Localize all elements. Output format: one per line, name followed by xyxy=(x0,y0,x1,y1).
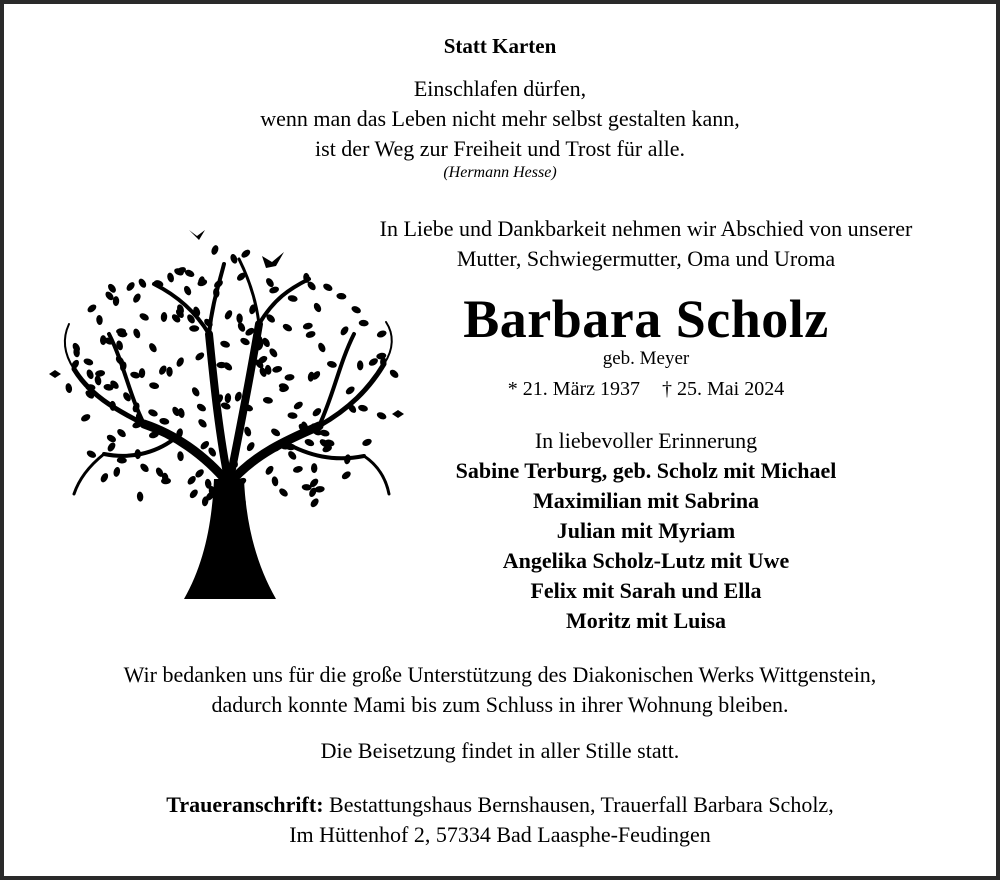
leaf-icon xyxy=(311,406,323,417)
leaf-icon xyxy=(100,335,106,345)
leaf-icon xyxy=(94,375,102,386)
leaf-icon xyxy=(125,281,136,293)
leaf-icon xyxy=(210,244,220,256)
poem-author: (Hermann Hesse) xyxy=(443,164,557,181)
leaf-icon xyxy=(309,497,320,509)
leaf-icon xyxy=(239,336,251,346)
leaf-icon xyxy=(287,294,298,302)
leaf-icon xyxy=(357,404,368,413)
leaf-icon xyxy=(83,357,95,366)
leaf-icon xyxy=(281,322,293,333)
leaf-icon xyxy=(287,412,298,420)
maiden-name: geb. Meyer xyxy=(602,348,690,369)
leaf-icon xyxy=(245,441,256,453)
leaf-icon xyxy=(195,402,207,413)
leaf-icon xyxy=(166,367,173,377)
leaf-icon xyxy=(161,312,168,322)
leaf-icon xyxy=(80,413,92,423)
leaf-icon xyxy=(99,472,110,484)
leaf-icon xyxy=(138,312,150,322)
mourner: Moritz mit Luisa xyxy=(565,608,727,633)
leaf-icon xyxy=(139,462,151,474)
poem-line: wenn man das Leben nicht mehr selbst gestalten kann, xyxy=(260,106,740,131)
leaf-icon xyxy=(229,253,238,265)
leaf-icon xyxy=(271,476,279,487)
leaf-icon xyxy=(166,272,175,283)
leaf-icon xyxy=(272,365,283,374)
leaf-icon xyxy=(190,386,201,398)
poem-line: Einschlafen dürfen, xyxy=(413,76,587,101)
burial-note: Die Beisetzung findet in aller Stille statt. xyxy=(320,738,680,763)
leaf-icon xyxy=(147,408,159,418)
leaf-icon xyxy=(132,292,143,304)
leaf-icon xyxy=(113,296,120,306)
leaf-icon xyxy=(137,277,148,289)
leaf-icon xyxy=(194,351,206,362)
mourner: Felix mit Sarah und Ella xyxy=(530,578,762,603)
leaf-icon xyxy=(132,328,142,340)
birth-date: * 21. März 1937 xyxy=(507,378,640,400)
leaf-icon xyxy=(85,368,95,380)
leaf-icon xyxy=(175,356,185,368)
intro-text xyxy=(322,214,970,274)
leaf-icon xyxy=(304,438,316,448)
leaf-icon xyxy=(376,411,388,421)
address-label: Traueranschrift: xyxy=(166,792,324,817)
mourner: Sabine Terburg, geb. Scholz mit Michael xyxy=(455,458,837,483)
leaf-icon xyxy=(284,374,295,381)
leaf-icon xyxy=(116,427,128,438)
address-line-1 xyxy=(4,790,996,820)
leaf-icon xyxy=(311,463,317,473)
leaf-icon xyxy=(236,321,246,333)
leaf-icon xyxy=(86,303,98,314)
mourner: Maximilian mit Sabrina xyxy=(532,488,760,513)
deceased-name: Barbara Scholz xyxy=(463,289,829,349)
leaf-icon xyxy=(65,383,73,394)
mourner: Angelika Scholz-Lutz mit Uwe xyxy=(502,548,790,573)
thanks-line: dadurch konnte Mami bis zum Schluss in ihrer Wohnung bleiben. xyxy=(211,692,789,717)
address-text-1: Bestattungshaus Bernshausen, Trauerfall Barbara Scholz, xyxy=(329,792,834,817)
leaf-icon xyxy=(71,342,81,354)
leaf-icon xyxy=(197,418,209,430)
poem-line: ist der Weg zur Freiheit und Trost für alle. xyxy=(315,136,685,161)
leaf-icon xyxy=(220,401,232,410)
life-dates xyxy=(322,378,970,401)
leaf-icon xyxy=(302,322,313,330)
leaf-icon xyxy=(286,450,297,462)
leaf-icon xyxy=(219,340,230,349)
leaf-icon xyxy=(136,491,143,502)
leaf-icon xyxy=(270,427,282,438)
leaf-icon xyxy=(264,277,275,289)
poem xyxy=(4,74,996,164)
mourners-list xyxy=(322,456,970,636)
thanks-text xyxy=(4,660,996,720)
heading: Statt Karten xyxy=(443,34,557,58)
address-line-2: Im Hüttenhof 2, 57334 Bad Laasphe-Feudingen xyxy=(289,822,711,847)
leaf-icon xyxy=(189,325,199,331)
leaf-icon xyxy=(236,313,243,323)
leaf-icon xyxy=(292,400,304,411)
leaf-icon xyxy=(262,396,273,404)
leaf-icon xyxy=(307,371,315,382)
death-date: † 25. Mai 2024 xyxy=(661,378,785,400)
leaf-icon xyxy=(207,446,218,458)
leaf-icon xyxy=(147,342,158,354)
leaf-icon xyxy=(292,465,303,474)
mourner: Julian mit Myriam xyxy=(556,518,736,543)
leaf-icon xyxy=(105,433,117,444)
leaf-icon xyxy=(224,393,231,404)
mourning-address xyxy=(4,790,996,850)
thanks-line: Wir bedanken uns für die große Unterstützung des Diakonischen Werks Wittgenstein, xyxy=(123,662,877,687)
leaf-icon xyxy=(159,417,170,425)
leaf-icon xyxy=(268,285,279,294)
leaf-icon xyxy=(240,248,252,259)
memory-line: In liebevoller Erinnerung xyxy=(534,428,758,453)
leaf-icon xyxy=(113,466,121,477)
leaf-icon xyxy=(85,449,97,459)
leaf-icon xyxy=(223,309,234,321)
leaf-icon xyxy=(96,315,103,326)
leaf-icon xyxy=(188,488,199,500)
leaf-icon xyxy=(106,441,117,453)
intro-line: In Liebe und Dankbarkeit nehmen wir Abschied von unserer xyxy=(379,216,913,241)
intro-line: Mutter, Schwiegermutter, Oma und Uroma xyxy=(456,246,836,271)
leaf-icon xyxy=(183,285,193,297)
leaf-icon xyxy=(268,347,279,359)
leaf-icon xyxy=(177,451,185,462)
leaf-icon xyxy=(278,487,290,498)
leaf-icon xyxy=(243,426,252,438)
leaf-icon xyxy=(305,330,316,339)
leaf-icon xyxy=(149,382,160,390)
leaf-icon xyxy=(264,464,275,476)
